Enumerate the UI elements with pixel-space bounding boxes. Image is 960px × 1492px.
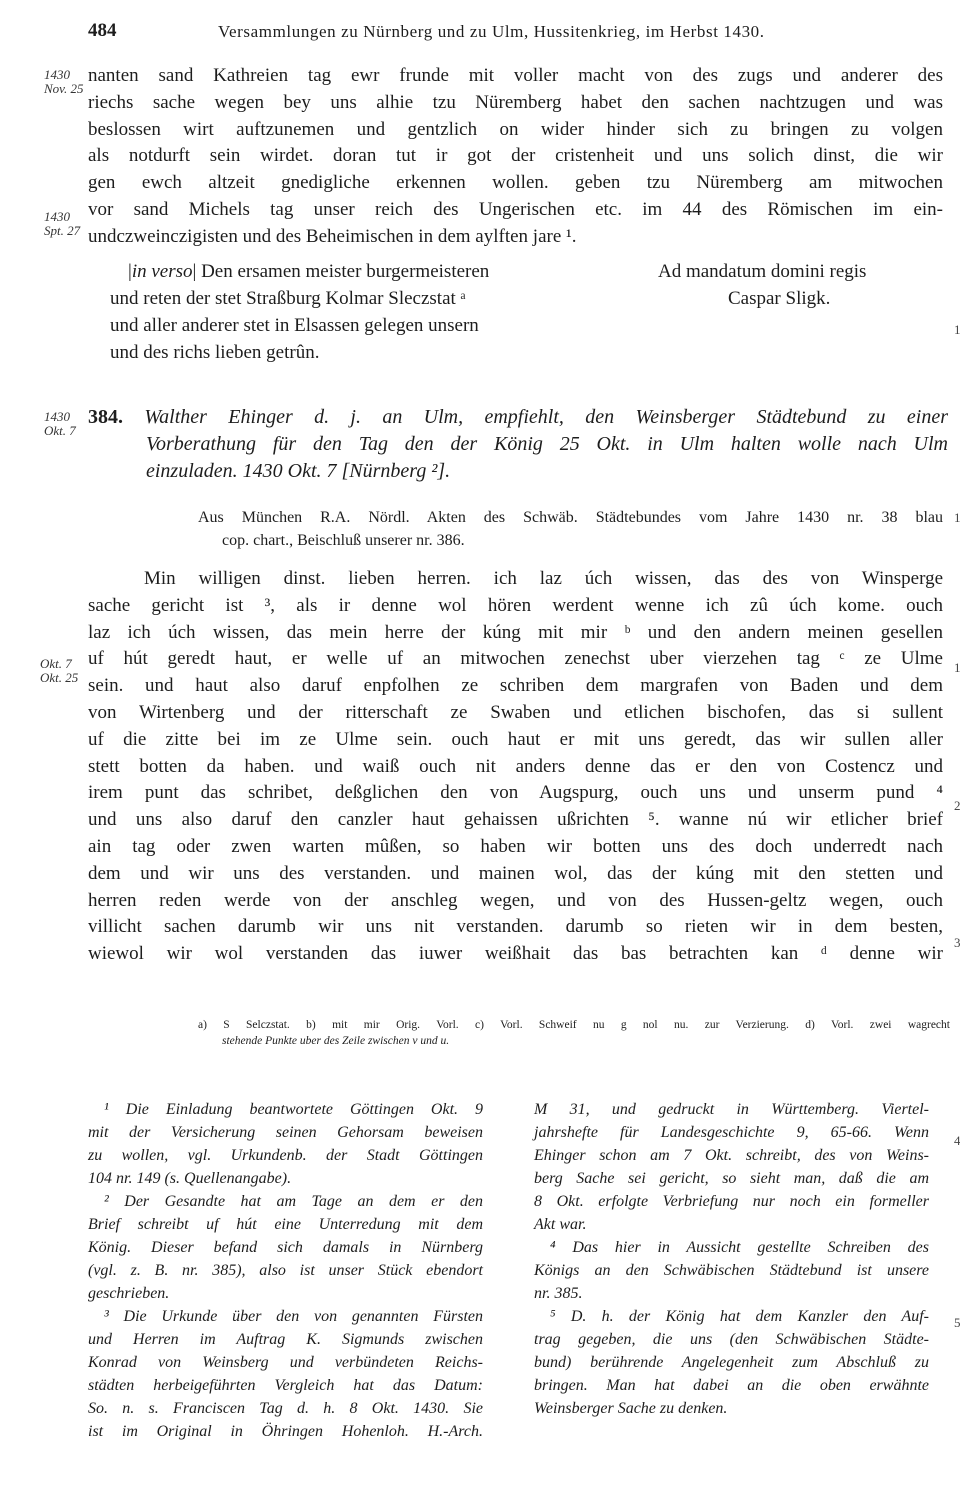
address-block-cont: und reten der stet Straßburg Kolmar Sleczstat ᵃ und aller anderer stet in Elsassen gelegen unsern und des richs lieben getrûn.: [110, 288, 479, 363]
running-title: Versammlungen zu Nürnberg und zu Ulm, Hussitenkrieg, im Herbst 1430.: [218, 22, 765, 41]
chancery-note: Ad mandatum domini regis: [658, 261, 867, 282]
edge-mark: 1: [954, 322, 960, 337]
verso-label: in verso: [131, 261, 193, 282]
letter-body: Min willigen dinst. lieben herren. ich laz úch wissen, das des von Winsperge sache gericht ist ³, als ir denne wol hören werdent wenne ich zû úch kome. ouch laz ich úch wissen, das mein herre der kúng mit mir ᵇ und den andern meinen gesellen uf hút geredt haut, er welle uf an mitwochen zenechst uber vierzehen tag ᶜ ze Ulme sein. und haut also daruf enpfolhen ze schriben dem margrafen von Baden und dem von Wirtenberg und der ritterschaft ze Swaben und etlichen bischofen, das si sullent uf die zitte bei im ze Ulme sein. ouch haut er mit uns geredt, das wir sullen aller stett botten da haben. und waiß ouch nit anders denne das er den von Costencz und irem punt das schribet, deßglichen den von Augspurg, ouch uns und unserm pund ⁴ und uns also daruf den canzler haut gehaissen ußrichten ⁵. wanne nú wir etlicher brief ain tag oder zwen warten mûßen, so haben wir botten uns des doch underredt nach dem und wir uns des verstanden. und mainen wol, das der kúng mit den stetten und herren reden werde von der anschleg wegen, und von des Hussen-geltz wegen, ouch villicht sachen darumb wir uns nit verstanden. darumb so rieten wir in dem besten, wiewol wir wol verstanden das iuwer weißhait das bas betrachten kan ᵈ denne wir: [88, 568, 943, 965]
document-heading: 384. Walther Ehinger d. j. an Ulm, empfiehlt, den Weinsberger Städtebund zu einer Vorberathung für den Tag den der König 25 Okt. in Ulm halten wolle nach Ulm einzuladen. 1430 Okt. 7 [Nürnberg ²].: [88, 406, 949, 482]
edge-mark: 3: [954, 935, 960, 950]
address-block: |in verso| Den ersamen meister burgermeisteren: [128, 261, 490, 282]
critical-apparatus: a) S Selczstat. b) mit mir Orig. Vorl. c) Vorl. Schweif nu g nol nu. zur Verzierung. d) Vorl. zwei wagrecht stehende Punkte uber des Zeile zwischen v und u.: [198, 1019, 950, 1047]
page-number: 484: [88, 20, 117, 41]
edge-mark: 5: [954, 1315, 960, 1330]
margin-date-note: 1430 Spt. 27: [44, 209, 81, 238]
margin-date-note: 1430 Nov. 25: [44, 67, 84, 96]
edge-mark: 4: [954, 1133, 960, 1148]
margin-date-note: 1430 Okt. 7: [44, 409, 76, 438]
edge-mark: 1: [954, 660, 960, 675]
footnotes-left-column: ¹ Die Einladung beantwortete Göttingen Okt. 9 mit der Versicherung seinen Gehorsam beweisen zu wollen, vgl. Urkundenb. der Stadt Göttingen 104 nr. 149 (s. Quellenangabe). ² Der Gesandte hat am Tage an dem er den Brief schreibt uf hút eine Unterredung mit dem König. Dieser befand sich damals in Nürnberg (vgl. z. B. nr. 385), also ist unser Stück ebendort geschrieben. ³ Die Urkunde über den von genannten Fürsten und Herren im Auftrag K. Sigmunds zwischen Konrad von Weinsberg und verbündeten Reichs- städten herbeigeführten Vergleich hat das Datum: So. n. s. Franciscen Tag d. h. 8 Okt. 1430. Sie ist im Original in Öhringen Hohenloh. H.-Arch.: [88, 1101, 483, 1440]
edge-mark: 1: [954, 510, 960, 525]
footnotes-right-column: M 31, und gedruckt in Württemberg. Viertel- jahrshefte für Landesgeschichte 9, 65-66. Wenn Ehinger schon am 7 Okt. schreibt, des von Weins- berg Sache sei gericht, so sieht man, daß die am 8 Okt. erfolgte Verbriefung nur noch ein formeller Akt war. ⁴ Das hier in Aussicht gestellte Schreiben des Königs an den Schwäbischen Städtebund ist unsere nr. 385. ⁵ D. h. der König hat dem Kanzler den Auf- trag gegeben, die uns (den Schwäbischen Städte- bund) berührende Angelegenheit zum Abschluß zu bringen. Man hat dabei an die oben erwähnte Weinsberger Sache zu denken.: [534, 1101, 929, 1417]
document-number: 384.: [88, 406, 123, 428]
margin-date-note: Okt. 7 Okt. 25: [40, 656, 79, 685]
chancery-signature: Caspar Sligk.: [728, 288, 831, 309]
edge-mark: 2: [954, 798, 960, 813]
source-note: Aus München R.A. Nördl. Akten des Schwäb. Städtebundes vom Jahre 1430 nr. 38 blau cop. chart., Beischluß unserer nr. 386.: [198, 509, 943, 549]
previous-letter-text: nanten sand Kathreien tag ewr frunde mit voller macht von des zugs und anderer des riechs sache wegen bey uns alhie tzu Nüremberg habet den sachen nachtzugen und was beslossen wirt auftzunemen und gentzlich on wider hinder sich zu bringen zu volgen als notdurft sein wirdet. doran tut ir got der cristenheit und uns solich dinst, die wir gen ewch altzeit gnedigliche erkennen wollen. geben tzu Nüremberg am mitwochen vor sand Michels tag unser reich des Ungerischen etc. im 44 des Römischen im ein- undczweinczigisten und des Beheimischen in dem aylften jare ¹.: [88, 65, 943, 247]
